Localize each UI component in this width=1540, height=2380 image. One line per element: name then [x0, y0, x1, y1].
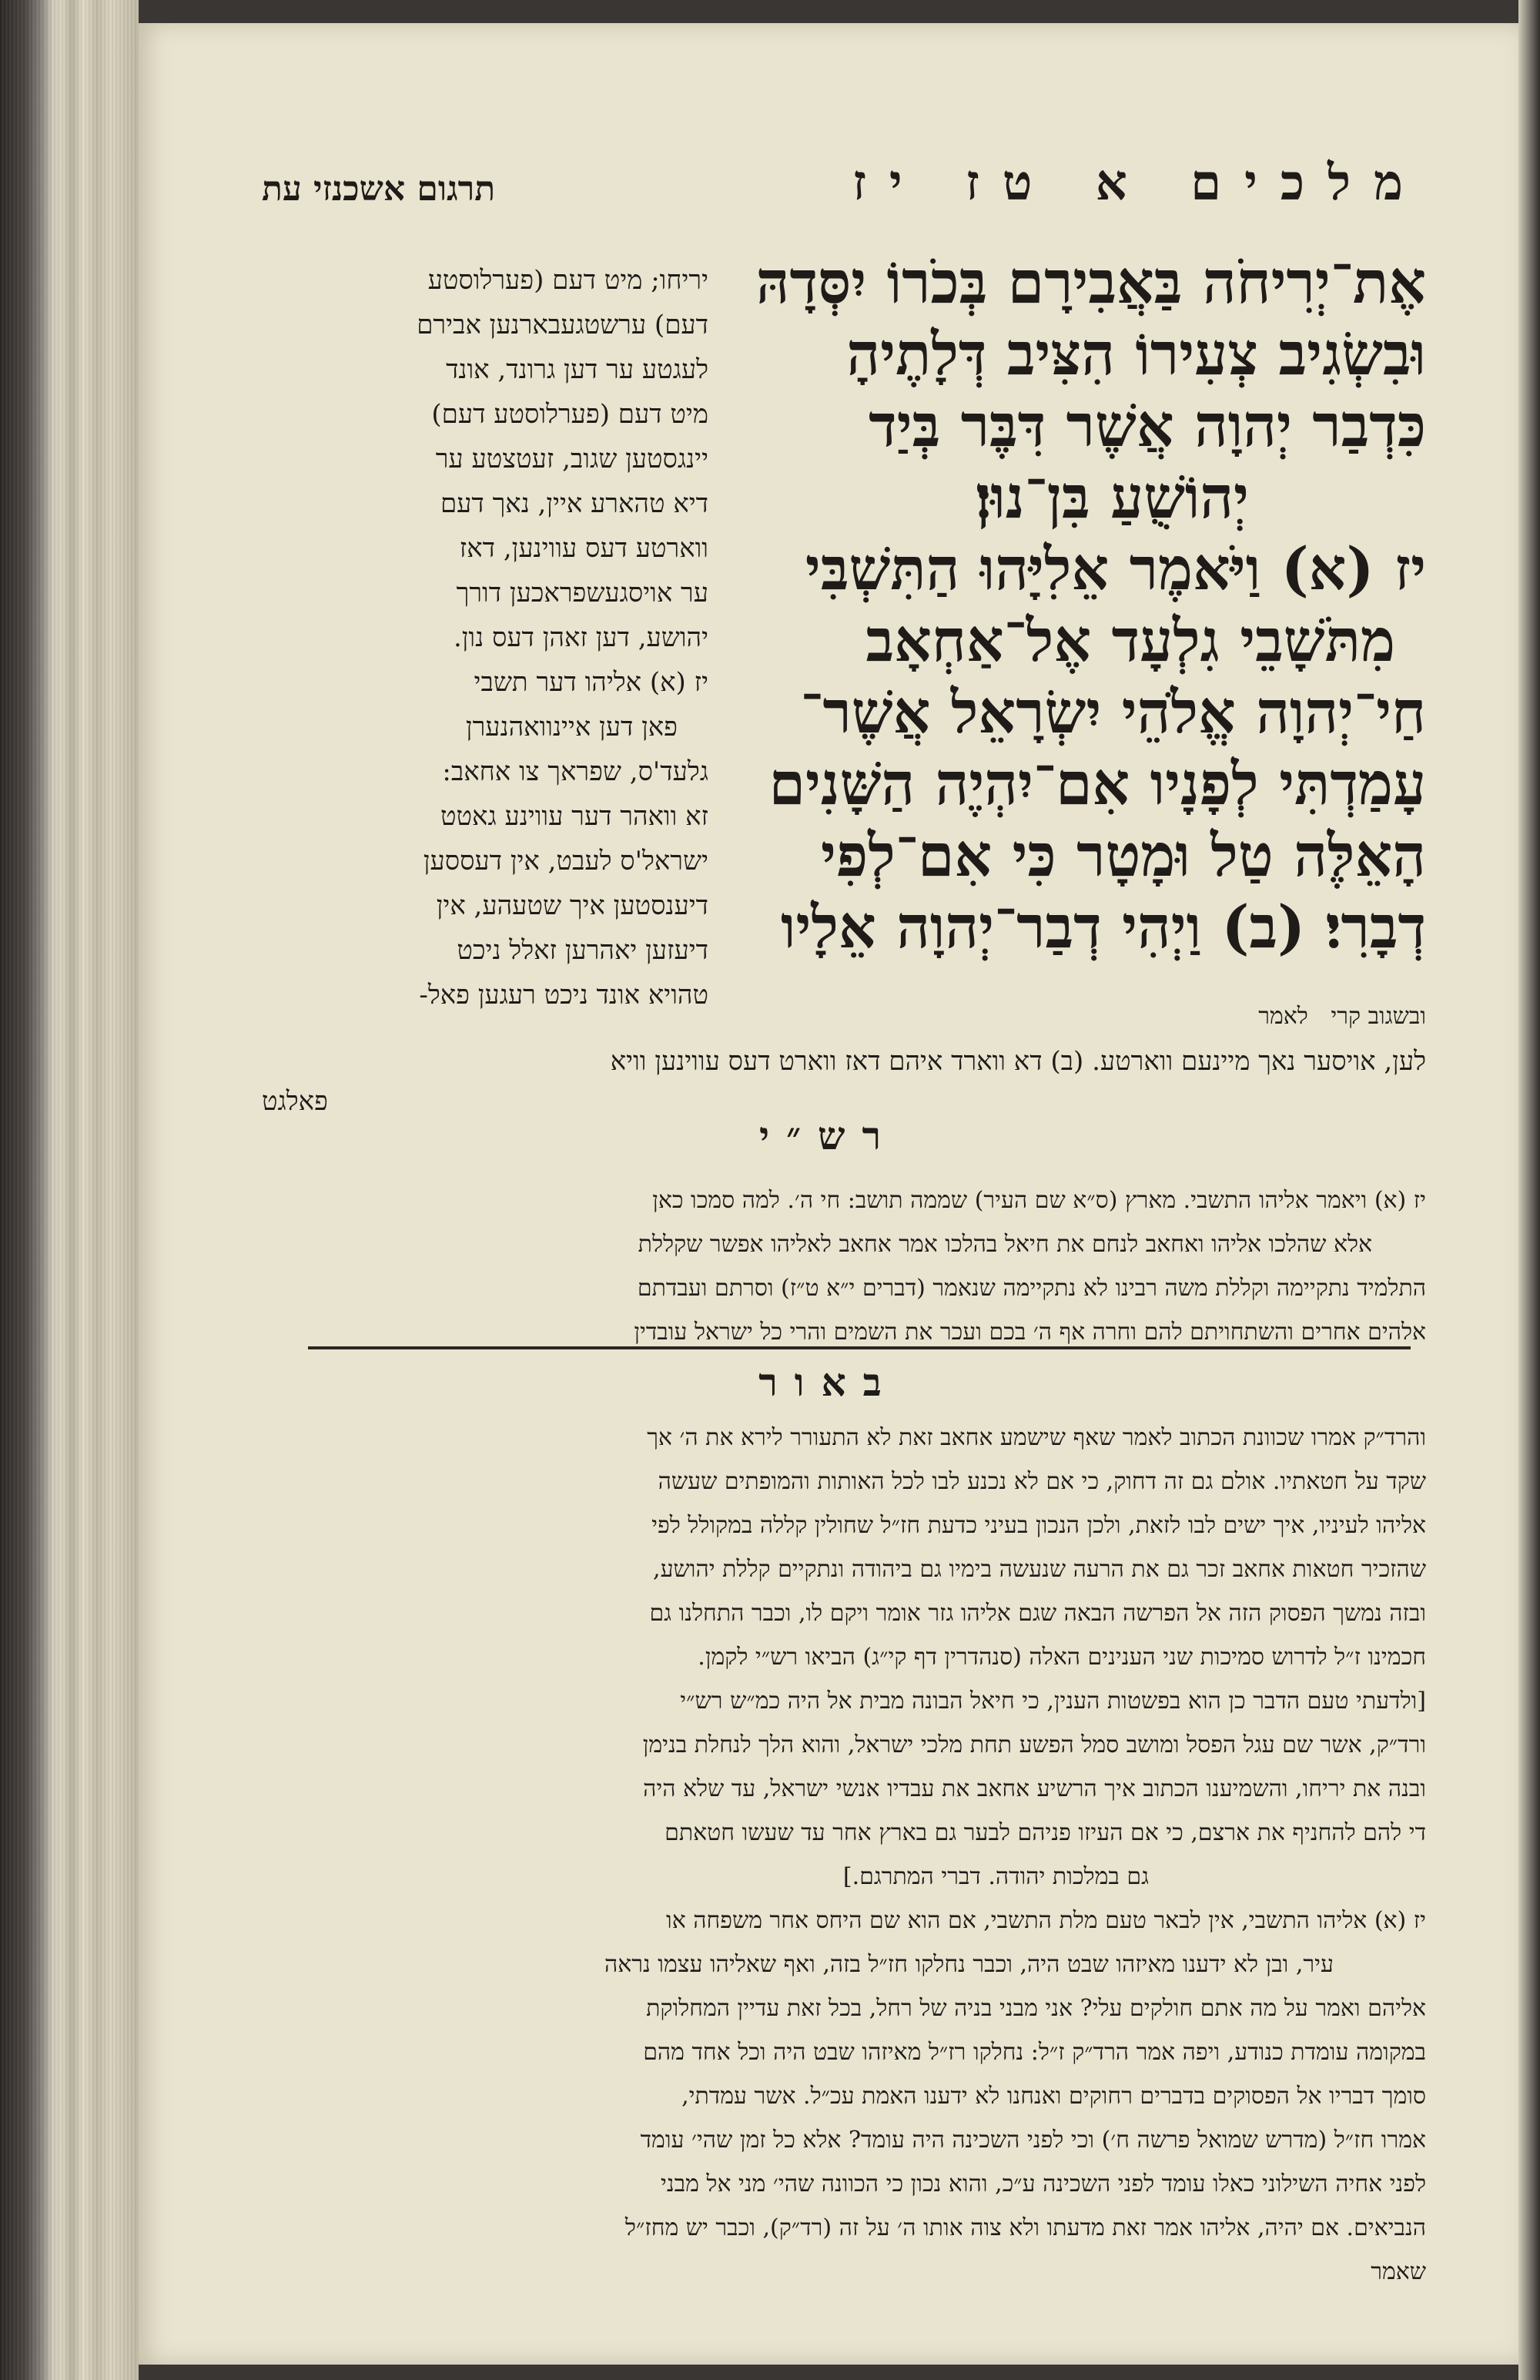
- hebrew-line: יְהוֹשֻׁעַ בִּן־נוּן׃: [976, 463, 1249, 531]
- yiddish-line: פאן דען איינוואהנערן: [465, 712, 678, 742]
- biur-line: שהזכיר חטאות אחאב זכר גם את הרעה שנעשה בימיו גם ביהודה ונתקיים קללת יהושע,: [653, 1556, 1426, 1583]
- yiddish-line: ווארטע דעס עווינען, דאז: [459, 533, 708, 564]
- hebrew-line: כִּדְבַר יְהוָה אֲשֶׁר דִּבֶּר בְּיַד: [869, 391, 1426, 460]
- biur-line: יז (א) אליהו התשבי, אין לבאר טעם מלת התשבי, אם הוא שם היחס אחר משפחה או: [666, 1907, 1426, 1934]
- yiddish-line: לעגטע ער דען גרונד, אונד: [446, 354, 708, 385]
- biur-line: די להם להחניף את ארצם, כי אם העיזו פניהם לבער גם בארץ אחר עד שעשו חטאתם: [665, 1819, 1426, 1846]
- book-page-edges-right: [1518, 0, 1540, 2380]
- yiddish-line: מיט דעם (פערלוסטע דעם): [431, 399, 708, 430]
- biur-section-title: באור: [758, 1359, 899, 1405]
- biur-line: שקד על חטאתיו. אולם גם זה דחוק, כי אם לא נכנע לבו לכל האותות והמופתים שעשה: [658, 1468, 1426, 1495]
- hebrew-line: יז (א) וַיֹּאמֶר אֵלִיָּהוּ הַתִּשְׁבִּי: [805, 535, 1426, 603]
- yiddish-line: יז (א) אליהו דער תשבי: [474, 667, 708, 698]
- book-page: [139, 23, 1518, 2365]
- yiddish-line: דעם) ערשטגעבארנען אבירם: [417, 310, 708, 340]
- book-page-edges-left: [0, 0, 139, 2380]
- biur-line: עיר, ובן לא ידענו מאיזהו שבט היה, וכבר נחלקו חז״ל בזה, ואף שאליהו עצמו נראה: [604, 1951, 1334, 1978]
- biur-line: במקומה עומדת כנודע, ויפה אמר הרד״ק ז״ל: נחלקו רז״ל מאיזהו שבט היה וכל אחד מהם: [643, 2039, 1426, 2066]
- biur-line: ובנה את יריחו, והשמיענו הכתוב איך הרשיע אחאב את עבדיו אנשי ישראל, עד שלא היה: [643, 1775, 1426, 1802]
- biur-line: סומך דבריו אל הפסוקים בדברים רחוקים ואנחנו לא ידענו האמת עכ״ל. אשר עמדתי,: [681, 2083, 1426, 2110]
- hebrew-line: הָאֵלֶּה טַל וּמָטָר כִּי אִם־לְפִי: [820, 821, 1426, 890]
- targum-header-title: תרגום אשכנזי עת: [262, 169, 496, 209]
- biur-line: ובזה נמשך הפסוק הזה אל הפרשה הבאה שגם אליהו גזר אומר ויקם לו, וכבר התחלנו גם: [649, 1600, 1426, 1627]
- yiddish-line: דיעזען יאהרען זאלל ניכט: [457, 935, 708, 966]
- rashi-line: יז (א) ויאמר אליהו התשבי. מארץ (ס״א שם העיר) שממה תושב: חי ה׳. למה סמכו כאן: [652, 1187, 1426, 1214]
- hebrew-text-column: [710, 246, 1426, 963]
- rashi-section-title: רש״י: [758, 1113, 899, 1158]
- biur-line: והרד״ק אמרו שכוונת הכתוב לאמר שאף שישמע אחאב זאת לא התעורר לירא את ה׳ אך: [647, 1424, 1426, 1451]
- biur-line: אמרו חז״ל (מדרש שמואל פרשה ח׳) וכי לפני השכינה היה עומד? אלא כל זמן שהי׳ עומד: [640, 2127, 1426, 2154]
- rashi-line: התלמיד נתקיימה וקללת משה רבינו לא נתקיימה שנאמר (דברים י״א ט״ז) וסרתם ועבדתם: [637, 1275, 1426, 1302]
- biur-line: גם במלכות יהודה. דברי המתרגם.]: [842, 1863, 1149, 1890]
- biur-line: לפני אחיה השילוני כאלו עומד לפני השכינה ע״כ, והוא נכון כי הכוונה שהי׳ מני אל מבני: [661, 2170, 1426, 2197]
- rashi-commentary: [262, 1178, 1426, 1354]
- biur-line: [ולדעתי טעם הדבר כן הוא בפשטות הענין, כי חיאל הבונה מבית אל היה כמ״ש רש״י: [680, 1688, 1426, 1715]
- yiddish-targum-column: [262, 258, 708, 1017]
- biur-line: ורד״ק, אשר שם עגל הפסל ומושב סמל הפשע תחת מלכי ישראל, והוא הלך לנחלת בנימן: [642, 1731, 1426, 1758]
- biur-line: שאמר: [1371, 2258, 1426, 2285]
- yiddish-line: טהויא אונד ניכט רעגען פאל-: [419, 980, 708, 1011]
- ketiv-qere-left: לאמר: [1258, 1003, 1308, 1030]
- yiddish-line: ער אויסגעשפראכען דורך: [456, 578, 708, 608]
- hebrew-line: אֶת־יְרִיחֹה בַּאֲבִירָם בְּכֹרוֹ יִסְּדָהּ: [755, 248, 1426, 317]
- yiddish-line: זא וואהר דער עווינע גאטט: [440, 801, 708, 832]
- book-header-title: מלכים א טז יז: [852, 154, 1426, 212]
- hebrew-line: חַי־יְהוָה אֱלֹהֵי יִשְׂרָאֵל אֲשֶׁר־: [800, 678, 1426, 746]
- yiddish-full-width-continuation: [262, 1041, 1426, 1121]
- ketiv-qere-note: [710, 1003, 1426, 1037]
- yiddish-full-line: פאלגט: [262, 1086, 328, 1117]
- hebrew-line: וּבִשְׂגִיב צְעִירוֹ הִצִּיב דְּלָתֶיהָ: [846, 320, 1426, 388]
- biur-line: אליהו לעיניו, איך ישים לבו לזאת, ולכן הנכון בעיני כדעת חז״ל שחולין קללה במקולל לפי: [651, 1512, 1426, 1539]
- yiddish-line: דיענסטען איך שטעהע, אין: [436, 890, 708, 921]
- yiddish-line: ישראל'ס לעבט, אין דעססען: [423, 846, 708, 877]
- hebrew-line: מִתֹּשָׁבֵי גִלְעָד אֶל־אַחְאָב: [865, 606, 1395, 675]
- yiddish-full-line: לען, אויסער נאך מיינעם ווארטע. (ב) דא ווארד איהם דאז ווארט דעס עווינען וויא: [610, 1046, 1426, 1077]
- yiddish-line: יהושע, דען זאהן דעס נון.: [453, 622, 708, 653]
- rashi-line: אלהים אחרים והשתחויתם להם וחרה אף ה׳ בכם ועכר את השמים והרי כל ישראל עובדין: [634, 1319, 1426, 1346]
- biur-line: אליהם ואמר על מה אתם חולקים עלי? אני מבני בניה של רחל, בכל זאת עדיין המחלוקת: [646, 1995, 1426, 2022]
- yiddish-line: יריחו; מיט דעם (פערלוסטע: [427, 265, 708, 296]
- page-header: [262, 154, 1426, 239]
- yiddish-line: יינגסטען שגוב, זעטצטע ער: [435, 444, 708, 474]
- yiddish-line: גלעד'ס, שפראך צו אחאב:: [442, 756, 708, 787]
- biur-commentary: [262, 1416, 1426, 2294]
- yiddish-line: דיא טהארע איין, נאך דעם: [440, 488, 708, 519]
- hebrew-line: עָמַדְתִּי לְפָנָיו אִם־יִהְיֶה הַשָּׁנִים: [768, 749, 1426, 818]
- ketiv-qere-right: ובשגוב קרי: [1331, 1003, 1426, 1030]
- section-divider: [308, 1346, 1411, 1349]
- biur-line: חכמינו ז״ל לדרוש סמיכות שני הענינים האלה (סנהדרין דף קי״ג) הביאו רש״י לקמן.: [698, 1644, 1426, 1671]
- hebrew-line: דְבָרִי׃ (ב) וַיְהִי דְבַר־יְהוָה אֵלָיו: [781, 893, 1426, 961]
- rashi-line: אלא שהלכו אליהו ואחאב לנחם את חיאל בהלכו אמר אחאב לאליהו אפשר שקללת: [638, 1231, 1372, 1258]
- biur-line: הנביאים. אם יהיה, אליהו אמר זאת מדעתו ולא צוה אותו ה׳ על זה (רד״ק), וכבר יש מחז״ל: [624, 2214, 1426, 2241]
